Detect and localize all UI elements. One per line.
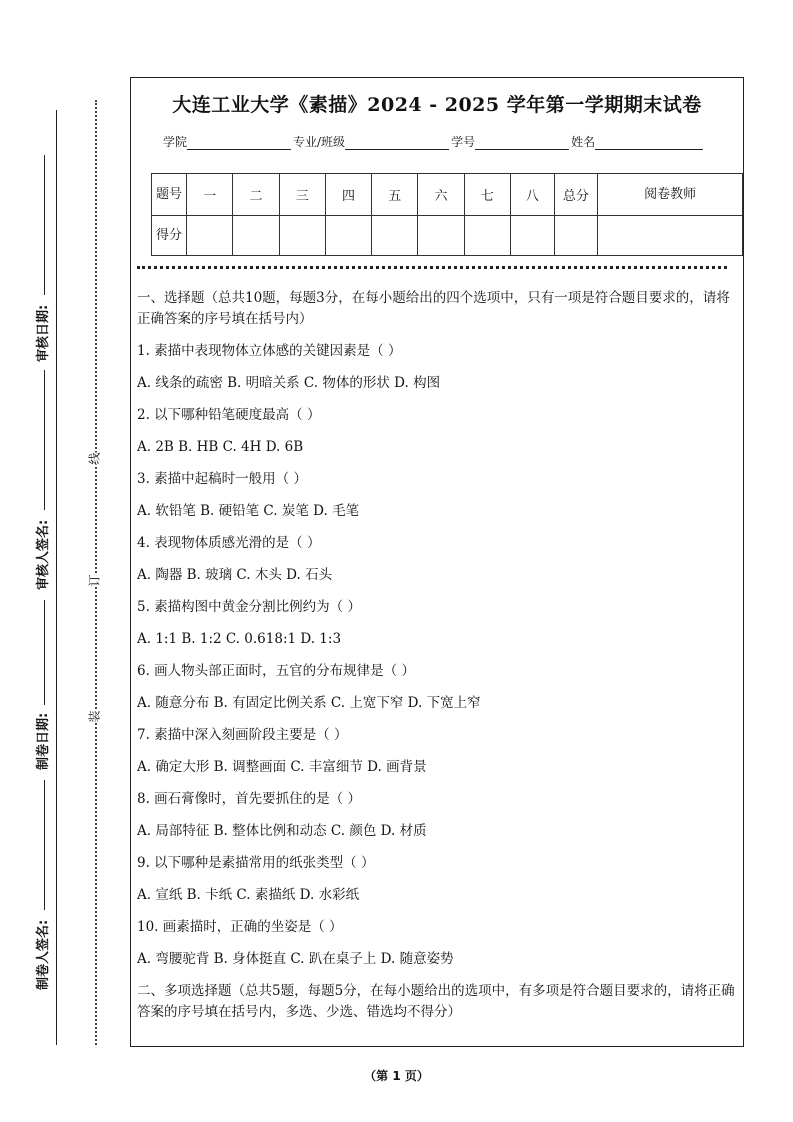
section1-heading: 一、选择题（总共10题，每题3分，在每小题给出的四个选项中，只有一项是符合题目要求的，请将正确答案的序号填在括号内） — [137, 290, 730, 327]
question-3: 3. 素描中起稿时一般用（ ） — [137, 471, 307, 487]
reviewer-sign-blank — [44, 370, 45, 510]
prep-date-label: 制卷日期: — [36, 712, 51, 770]
student-info-row — [163, 133, 705, 150]
separator-dotted-line — [137, 266, 727, 269]
col-header-4: 四 — [325, 174, 371, 216]
binding-mark-line: 线 — [87, 452, 102, 465]
question-8: 8. 画石膏像时，首先要抓住的是（ ） — [137, 791, 361, 807]
preparer-sign-label: 制卷人签名: — [36, 919, 51, 990]
name-label: 姓名 — [571, 135, 596, 149]
score-cell-8[interactable] — [510, 216, 554, 256]
options-7: A. 确定大形 B. 调整画面 C. 丰富细节 D. 画背景 — [137, 759, 427, 775]
score-cell-total[interactable] — [554, 216, 598, 256]
review-date-blank — [44, 155, 45, 295]
binding-dotted-line — [95, 100, 97, 1045]
student-id-label: 学号 — [451, 135, 476, 149]
options-8: A. 局部特征 B. 整体比例和动态 C. 颜色 D. 材质 — [137, 823, 427, 839]
score-cell-7[interactable] — [464, 216, 510, 256]
options-4: A. 陶器 B. 玻璃 C. 木头 D. 石头 — [137, 567, 333, 583]
prep-date-blank — [44, 600, 45, 705]
options-1: A. 线条的疏密 B. 明暗关系 C. 物体的形状 D. 构图 — [137, 375, 441, 391]
question-5: 5. 素描构图中黄金分割比例约为（ ） — [137, 599, 361, 615]
score-cell-6[interactable] — [418, 216, 464, 256]
exam-content — [137, 288, 739, 1023]
binding-mark-bind: 装 — [87, 710, 102, 723]
col-header-5: 五 — [372, 174, 418, 216]
exam-title: 大连工业大学《素描》2024 - 2025 学年第一学期期末试卷 — [172, 94, 702, 116]
binding-mark-order: 订 — [87, 574, 102, 587]
options-3: A. 软铅笔 B. 硬铅笔 C. 炭笔 D. 毛笔 — [137, 503, 360, 519]
options-9: A. 宣纸 B. 卡纸 C. 素描纸 D. 水彩纸 — [137, 887, 360, 903]
col-header-8: 八 — [510, 174, 554, 216]
options-5: A. 1:1 B. 1:2 C. 0.618:1 D. 1:3 — [137, 631, 342, 647]
exam-frame — [130, 77, 744, 1047]
col-header-grader: 阅卷教师 — [598, 174, 743, 216]
section2-heading: 二、多项选择题（总共5题，每题5分，在每小题给出的选项中，有多项是符合题目要求的，请将正确答案的序号填在括号内，多选、少选、错选均不得分） — [137, 983, 735, 1020]
score-cell-1[interactable] — [187, 216, 233, 256]
score-cell-3[interactable] — [279, 216, 325, 256]
side-rule-line — [56, 110, 57, 1045]
reviewer-sign-label: 审核人签名: — [36, 519, 51, 590]
score-cell-4[interactable] — [325, 216, 371, 256]
options-6: A. 随意分布 B. 有固定比例关系 C. 上宽下窄 D. 下宽上窄 — [137, 695, 481, 711]
student-id-field[interactable] — [475, 135, 569, 150]
options-10: A. 弯腰驼背 B. 身体挺直 C. 趴在桌子上 D. 随意姿势 — [137, 951, 454, 967]
question-2: 2. 以下哪种铅笔硬度最高（ ） — [137, 407, 321, 423]
options-2: A. 2B B. HB C. 4H D. 6B — [137, 439, 304, 455]
col-header-6: 六 — [418, 174, 464, 216]
review-date-label: 审核日期: — [36, 304, 51, 362]
question-6: 6. 画人物头部正面时，五官的分布规律是（ ） — [137, 663, 415, 679]
college-label: 学院 — [163, 135, 188, 149]
question-4: 4. 表现物体质感光滑的是（ ） — [137, 535, 321, 551]
col-header-2: 二 — [233, 174, 279, 216]
col-header-3: 三 — [279, 174, 325, 216]
question-9: 9. 以下哪种是素描常用的纸张类型（ ） — [137, 855, 375, 871]
college-field[interactable] — [187, 135, 291, 150]
col-header-7: 七 — [464, 174, 510, 216]
major-label: 专业/班级 — [293, 135, 346, 149]
score-cell-5[interactable] — [372, 216, 418, 256]
name-field[interactable] — [595, 135, 703, 150]
question-7: 7. 素描中深入刻画阶段主要是（ ） — [137, 727, 348, 743]
col-header-total: 总分 — [554, 174, 598, 216]
score-table — [151, 173, 743, 256]
score-cell-2[interactable] — [233, 216, 279, 256]
col-header-1: 一 — [187, 174, 233, 216]
question-10: 10. 画素描时，正确的坐姿是（ ） — [137, 919, 343, 935]
question-1: 1. 素描中表现物体立体感的关键因素是（ ） — [137, 343, 402, 359]
score-cell-grader[interactable] — [598, 216, 743, 256]
row-label-score: 得分 — [152, 216, 187, 256]
preparer-sign-blank — [44, 780, 45, 910]
row-label-question-no: 题号 — [152, 174, 187, 216]
major-field[interactable] — [345, 135, 449, 150]
page-number: （第 1 页） — [364, 1069, 429, 1083]
